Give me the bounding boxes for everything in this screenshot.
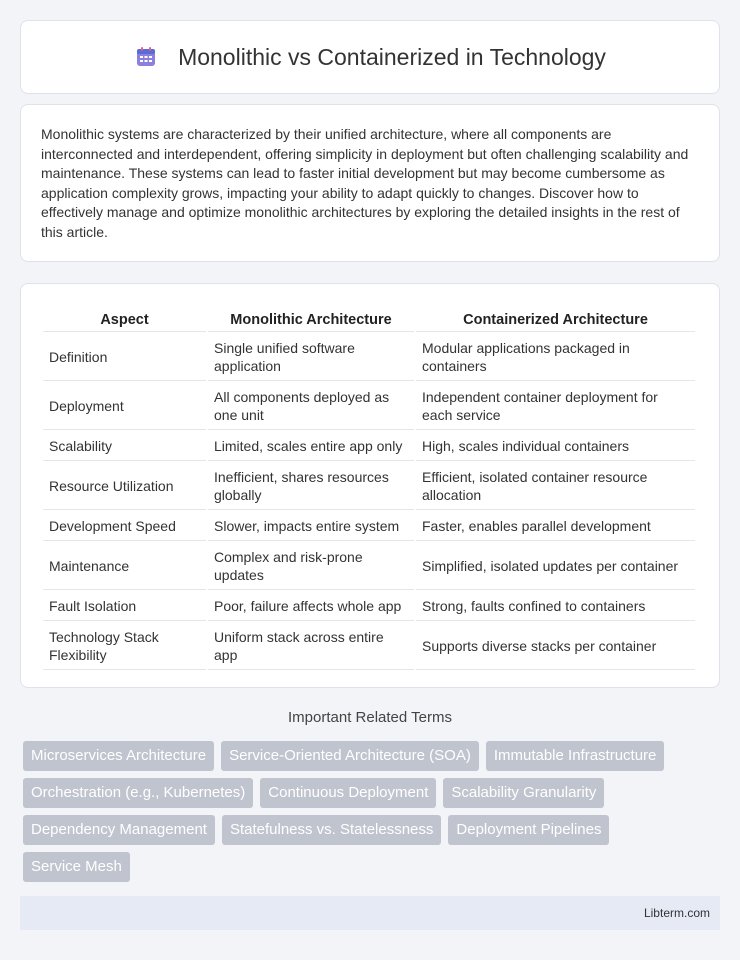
aspect-cell: Fault Isolation [43,592,206,621]
table-row [43,592,695,621]
containerized-cell: Modular applications packaged in containers [416,334,695,381]
calendar-icon [134,45,158,69]
aspect-cell: Deployment [43,383,206,430]
related-term-chip[interactable]: Microservices Architecture [23,741,214,771]
related-term-chip[interactable]: Continuous Deployment [260,778,436,808]
related-term-chip[interactable]: Dependency Management [23,815,215,845]
table-row [43,334,695,381]
containerized-cell: Supports diverse stacks per container [416,623,695,670]
header-containerized: Containerized Architecture [416,306,695,332]
page-title: Monolithic vs Containerized in Technology [178,43,606,70]
table-row [43,383,695,430]
monolithic-cell: Complex and risk-prone updates [208,543,414,590]
footer-brand-link[interactable]: Libterm.com [643,906,710,920]
related-terms-list [23,741,723,882]
containerized-cell: Faster, enables parallel development [416,512,695,541]
header-aspect: Aspect [43,306,206,332]
aspect-cell: Maintenance [43,543,206,590]
monolithic-cell: All components deployed as one unit [208,383,414,430]
table-header-row [43,306,695,332]
containerized-cell: Efficient, isolated container resource allocation [416,463,695,510]
table-row [43,543,695,590]
aspect-cell: Resource Utilization [43,463,206,510]
monolithic-cell: Poor, failure affects whole app [208,592,414,621]
related-term-chip[interactable]: Deployment Pipelines [448,815,609,845]
related-term-chip[interactable]: Statefulness vs. Statelessness [222,815,441,845]
related-term-chip[interactable]: Service Mesh [23,852,130,882]
related-term-chip[interactable]: Orchestration (e.g., Kubernetes) [23,778,253,808]
monolithic-cell: Slower, impacts entire system [208,512,414,541]
related-terms-title: Important Related Terms [288,709,452,726]
title-card [20,20,720,94]
intro-card [20,104,720,262]
related-term-chip[interactable]: Immutable Infrastructure [486,741,665,771]
monolithic-cell: Limited, scales entire app only [208,432,414,461]
containerized-cell: Simplified, isolated updates per container [416,543,695,590]
comparison-card [20,283,720,688]
aspect-cell: Scalability [43,432,206,461]
aspect-cell: Development Speed [43,512,206,541]
table-row [43,463,695,510]
aspect-cell: Technology Stack Flexibility [43,623,206,670]
comparison-table [41,304,697,672]
containerized-cell: Strong, faults confined to containers [416,592,695,621]
containerized-cell: High, scales individual containers [416,432,695,461]
table-row [43,623,695,670]
monolithic-cell: Uniform stack across entire app [208,623,414,670]
header-monolithic: Monolithic Architecture [208,306,414,332]
monolithic-cell: Single unified software application [208,334,414,381]
monolithic-cell: Inefficient, shares resources globally [208,463,414,510]
table-row [43,512,695,541]
footer [20,896,720,930]
related-term-chip[interactable]: Scalability Granularity [443,778,604,808]
aspect-cell: Definition [43,334,206,381]
related-term-chip[interactable]: Service-Oriented Architecture (SOA) [221,741,479,771]
intro-paragraph: Monolithic systems are characterized by their unified architecture, where all components are interconnected and interdependent, offering simplicity in deployment but often challenging scalability and maintenance. These systems can lead to faster initial development but may become cumbersome as application complexity grows, impacting your ability to adapt quickly to changes. Discover how to effectively manage and optimize monolithic architectures by exploring the detailed insights in the rest of this article. [41,126,689,240]
table-row [43,432,695,461]
containerized-cell: Independent container deployment for each service [416,383,695,430]
